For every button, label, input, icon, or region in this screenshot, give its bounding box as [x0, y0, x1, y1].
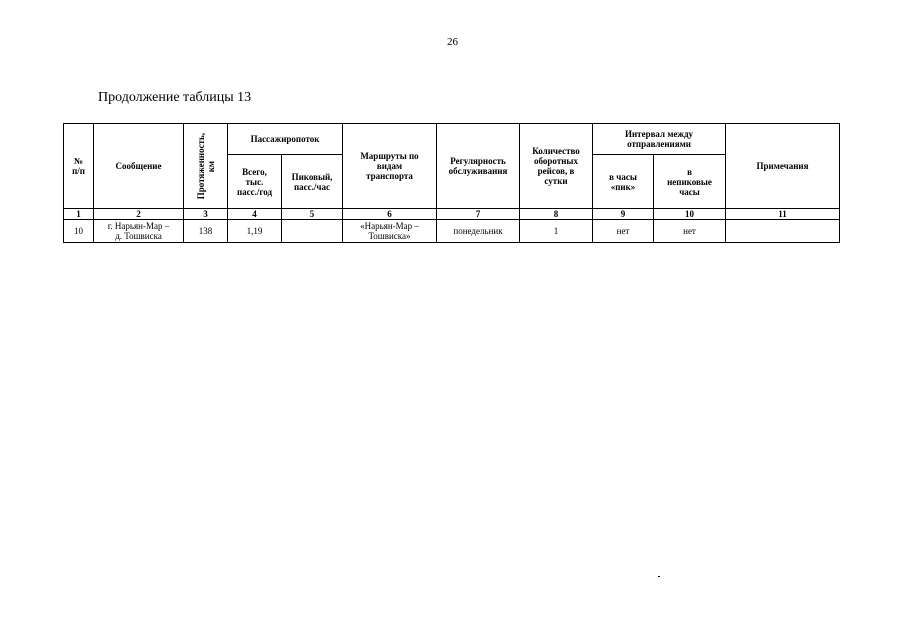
column-number: 8: [520, 209, 593, 220]
scan-speck: [658, 576, 660, 577]
cell-trips: 1: [520, 220, 593, 243]
header-interval: Интервал между отправлениями: [593, 124, 726, 155]
column-number: 4: [228, 209, 282, 220]
header-flow-total: Всего, тыс. пасс./год: [228, 155, 282, 209]
column-number: 7: [437, 209, 520, 220]
column-number: 11: [726, 209, 840, 220]
cell-notes: [726, 220, 840, 243]
table-row: [64, 220, 840, 243]
cell-length: 138: [184, 220, 228, 243]
cell-interval-offpeak: нет: [654, 220, 726, 243]
header-length: Протяженность, км: [184, 124, 228, 209]
header-interval-offpeak: в непиковые часы: [654, 155, 726, 209]
header-connection: Сообщение: [94, 124, 184, 209]
cell-connection: г. Нарьян-Мар – д. Тошвиска: [94, 220, 184, 243]
column-number: 2: [94, 209, 184, 220]
route-table: [63, 123, 840, 243]
header-flow-peak: Пиковый, пасс./час: [282, 155, 343, 209]
cell-num: 10: [64, 220, 94, 243]
cell-interval-peak: нет: [593, 220, 654, 243]
table-caption: Продолжение таблицы 13: [98, 90, 252, 105]
cell-route: «Нарьян-Мар – Тошвиска»: [343, 220, 437, 243]
column-number: 6: [343, 209, 437, 220]
header-interval-peak: в часы «пик»: [593, 155, 654, 209]
column-numbers-row: [64, 209, 840, 220]
column-number: 9: [593, 209, 654, 220]
header-trips: Количество оборотных рейсов, в сутки: [520, 124, 593, 209]
column-number: 1: [64, 209, 94, 220]
column-number: 10: [654, 209, 726, 220]
page-number: 26: [447, 36, 458, 48]
header-notes: Примечания: [726, 124, 840, 209]
header-routes: Маршруты по видам транспорта: [343, 124, 437, 209]
cell-flow-total: 1,19: [228, 220, 282, 243]
cell-regularity: понедельник: [437, 220, 520, 243]
header-num: № п/п: [64, 124, 94, 209]
cell-flow-peak: [282, 220, 343, 243]
header-regularity: Регулярность обслуживания: [437, 124, 520, 209]
header-row-1: [64, 124, 840, 155]
column-number: 5: [282, 209, 343, 220]
column-number: 3: [184, 209, 228, 220]
header-passenger-flow: Пассажиропоток: [228, 124, 343, 155]
